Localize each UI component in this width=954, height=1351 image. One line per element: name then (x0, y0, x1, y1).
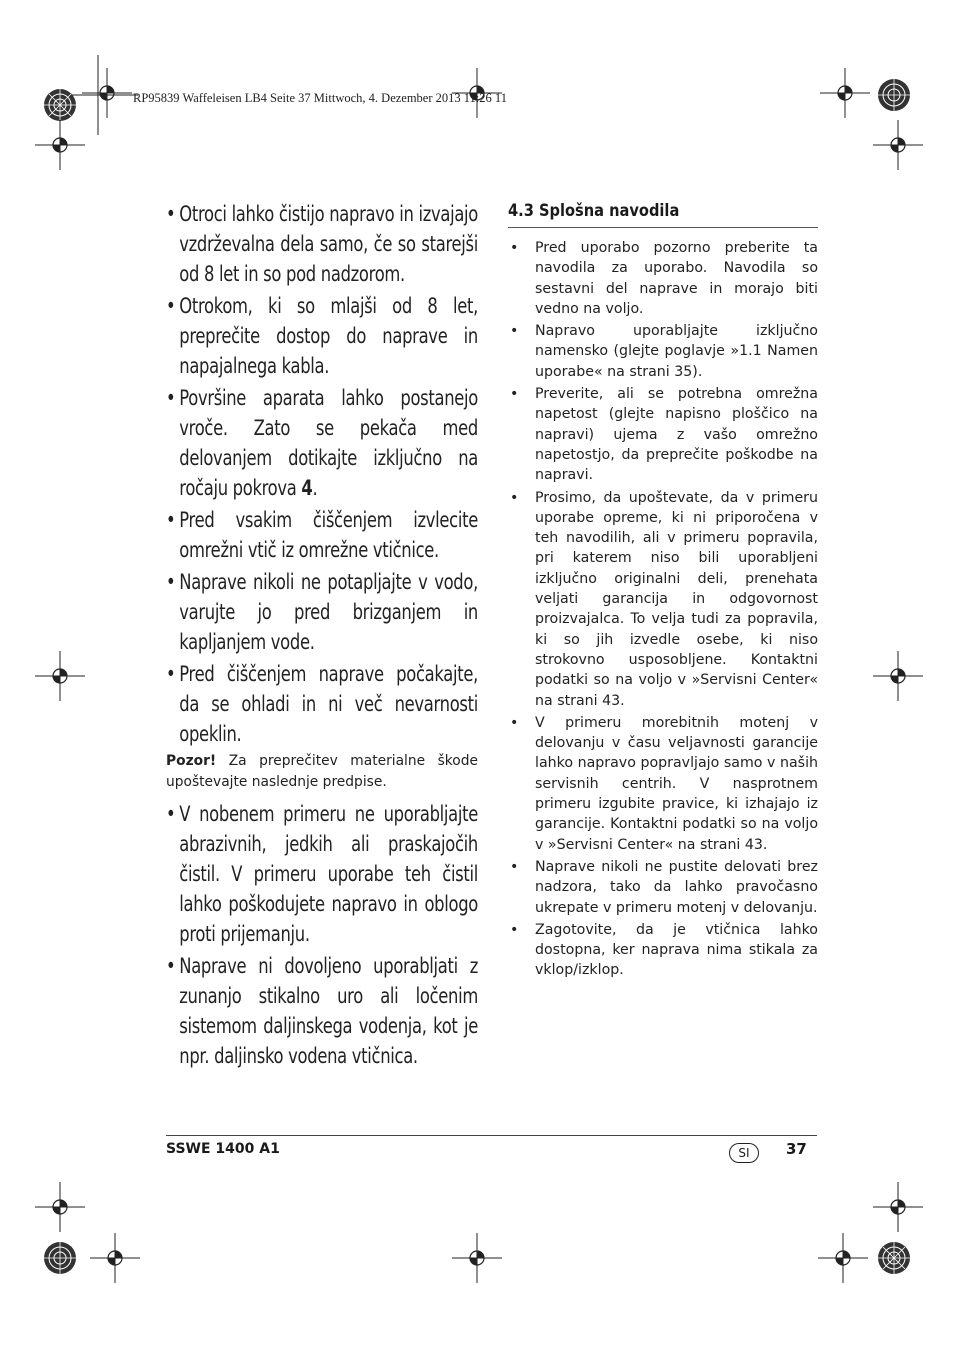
caution-list (166, 799, 478, 1071)
bullet-icon: • (166, 386, 176, 410)
part-reference: 4 (301, 476, 313, 500)
crosshair-mark-top-right-outer (873, 120, 923, 170)
list-item: • Pred čiščenjem naprave počakajte, da se ohladi in ni več nevarnosti opeklin. (166, 659, 478, 749)
crosshair-mark-bottom-right-outer (873, 1182, 923, 1232)
crosshair-mark-middle-right (873, 651, 923, 701)
bullet-icon: • (510, 323, 519, 340)
caution-note: Pozor! Za preprečitev materialne škode upoštevajte naslednje predpise. (166, 753, 478, 790)
general-instructions-list (508, 238, 818, 981)
print-slug: RP95839 Waffeleisen LB4 Seite 37 Mittwoch, 4. Dezember 2013 11:26 11 (133, 91, 507, 105)
list-item: • Prosimo, da upoštevate, da v primeru uporabe opreme, ki ni priporočena v teh navodilih, ali v primeru popravila, pri katerem niso bili uporabljeni izključno originalni deli, prenehata veljati garancija in odgovornost proizvajalca. To velja tudi za popravila, ki so jih izvedle osebe, ki niso strokovno usposobljene. Kontaktni podatki so na voljo v »Servisni Center« na strani 43. (510, 489, 818, 709)
language-badge: SI (729, 1143, 759, 1163)
model-number: SSWE 1400 A1 (166, 1141, 280, 1157)
bullet-icon: • (166, 802, 176, 826)
registration-mark-top-right (864, 65, 924, 125)
safety-list (166, 199, 478, 749)
bullet-icon: • (510, 714, 519, 731)
bullet-icon: • (510, 489, 519, 506)
list-item: • Napravo uporabljajte izključno namensko (glejte poglavje »1.1 Namen uporabe« na strani 35). (510, 323, 818, 380)
registration-mark-bottom-left (30, 1228, 90, 1288)
crosshair-mark-top-right-inner (820, 68, 870, 118)
bullet-icon: • (166, 202, 176, 226)
bullet-icon: • (510, 386, 519, 403)
list-item: • Otroci lahko čistijo napravo in izvajajo vzdrževalna dela samo, če so starejši od 8 let in so pod nadzorom. (166, 199, 478, 289)
bullet-icon: • (166, 954, 176, 978)
left-column (166, 199, 478, 1073)
bullet-icon: • (166, 294, 176, 318)
bullet-icon: • (166, 508, 176, 532)
footer-divider (166, 1135, 817, 1136)
list-item: • Pred uporabo pozorno preberite ta navodila za uporabo. Navodila so sestavni del naprave in morajo biti vedno na voljo. (510, 240, 818, 317)
list-item: • Naprave nikoli ne pustite delovati brez nadzora, tako da lahko pravočasno ukrepate v primeru motenj v delovanju. (510, 858, 818, 916)
page-number: 37 (786, 1140, 807, 1158)
crosshair-mark-bottom-center (452, 1233, 502, 1283)
bullet-icon: • (510, 858, 519, 875)
list-item: • Preverite, ali se potrebna omrežna napetost (glejte napisno ploščico na napravi) ujema z vašo omrežno napetostjo, da preprečite poškodbe na napravi. (510, 386, 818, 484)
list-item: • V nobenem primeru ne uporabljajte abrazivnih, jedkih ali praskajočih čistil. V primeru uporabe teh čistil lahko poškodujete napravo in oblogo proti prijemanju. (166, 799, 478, 949)
right-column (508, 199, 818, 983)
list-item: • Pred vsakim čiščenjem izvlecite omrežni vtič iz omrežne vtičnice. (166, 505, 478, 565)
crosshair-mark-bottom-left-inner (90, 1233, 140, 1283)
section-divider (508, 227, 818, 228)
bullet-icon: • (166, 662, 176, 686)
crosshair-mark-top-left-outer (35, 120, 85, 170)
bullet-icon: • (510, 240, 519, 256)
crosshair-mark-top-left-inner (82, 68, 132, 118)
bullet-icon: • (510, 921, 519, 938)
caution-label: Pozor! (166, 753, 217, 769)
registration-mark-bottom-right (864, 1228, 924, 1288)
crosshair-mark-bottom-left-outer (35, 1182, 85, 1232)
list-item: • Naprave nikoli ne potapljajte v vodo, varujte jo pred brizganjem in kapljanjem vode. (166, 567, 478, 657)
list-item: • Površine aparata lahko postanejo vroče. Zato se pekača med delovanjem dotikajte izključno na ročaju pokrova 4. (166, 383, 478, 503)
bullet-icon: • (166, 570, 176, 594)
crosshair-mark-bottom-right-inner (818, 1233, 868, 1283)
list-item: • Otrokom, ki so mlajši od 8 let, preprečite dostop do naprave in napajalnega kabla. (166, 291, 478, 381)
list-item: • Naprave ni dovoljeno uporabljati z zunanjo stikalno uro ali ločenim sistemom daljinskega vodenja, kot je npr. daljinsko vodena vtičnica. (166, 951, 478, 1071)
list-item: • Zagotovite, da je vtičnica lahko dostopna, ker naprava nima stikala za vklop/izklop. (510, 921, 818, 979)
crosshair-mark-middle-left (35, 651, 85, 701)
section-title: 4.3 Splošna navodila (508, 201, 680, 221)
list-item: • V primeru morebitnih motenj v delovanju v času veljavnosti garancije lahko napravo popravljajo samo v naših servisnih centrih. V nasprotnem primeru izgubite pravice, ki izhajajo iz garancije. Kontaktni podatki so na voljo v »Servisni Center« na strani 43. (510, 714, 818, 853)
